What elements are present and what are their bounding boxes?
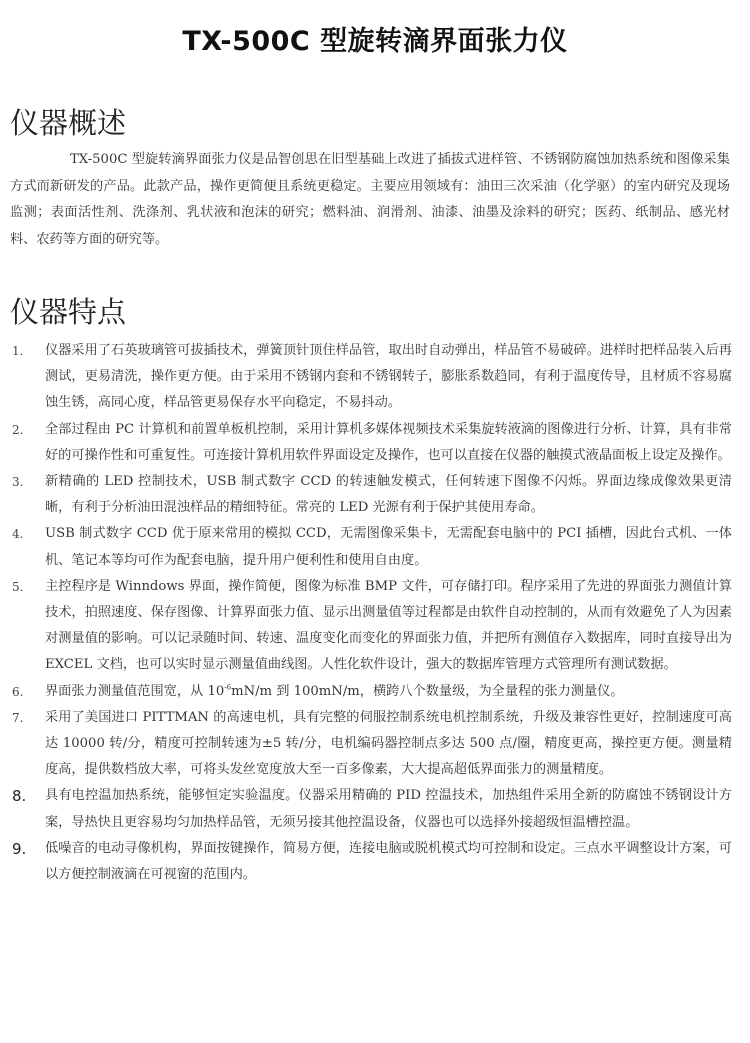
overview-paragraph: TX-500C 型旋转滴界面张力仪是品智创思在旧型基础上改进了插拔式进样管、不锈钢防腐蚀加热系统和图像采集方式而新研发的产品。此款产品，操作更简便且系统更稳定。主要应用领域有：油田三次采油（化学驱）的室内研究及现场监测；表面活性剂、洗涤剂、乳状液和泡沫的研究；燃料油、润滑剂、油漆、油墨及涂料的研究；医药、纸制品、感光材料、农药等方面的研究等。 xyxy=(10,152,730,247)
features-list xyxy=(0,338,750,888)
feature-item-2 xyxy=(0,417,750,469)
feature-item-1 xyxy=(0,338,750,417)
feature-text: 低噪音的电动寻像机构，界面按键操作，简易方便，连接电脑或脱机模式均可控制和设定。三点水平调整设计方案，可以方便控制液滴在可视窗的范围内。 xyxy=(45,840,732,883)
feature-number: 4. xyxy=(12,527,24,542)
exponent-superscript: -6 xyxy=(224,683,232,692)
feature-text: 全部过程由 PC 计算机和前置单板机控制，采用计算机多媒体视频技术采集旋转液滴的图像进行分析、计算，具有非常好的可操作性和可重复性。可连接计算机用软件界面设定及操作，也可以直接在仪器的触摸式液晶面板上设定及操作。 xyxy=(45,421,732,463)
feature-item-6 xyxy=(0,679,750,705)
document-title: TX-500C 型旋转滴界面张力仪 xyxy=(182,26,568,57)
features-heading: 仪器特点 xyxy=(10,295,127,329)
overview-heading: 仪器概述 xyxy=(10,106,127,140)
feature-text: 仪器采用了石英玻璃管可拔插技术，弹簧顶针顶住样品管，取出时自动弹出，样品管不易破碎。进样时把样品装入后再测试，更易清洗，操作更方便。由于采用不锈钢内套和不锈钢转子，膨胀系数趋同，有利于温度传导，且材质不容易腐蚀生锈，高同心度，样品管更易保存水平向稳定，不易抖动。 xyxy=(45,343,732,411)
feature-number: 6. xyxy=(12,684,24,699)
feature-number: 1. xyxy=(12,344,24,358)
feature-text: 新精确的 LED 控制技术，USB 制式数字 CCD 的转速触发模式，任何转速下图像不闪烁。界面边缘成像效果更清晰，有利于分析油田混浊样品的精细特征。常亮的 LED 光源有利于保护其使用寿命。 xyxy=(45,474,732,516)
feature-text: USB 制式数字 CCD 优于原来常用的模拟 CCD，无需图像采集卡，无需配套电脑中的 PCI 插槽，因此台式机、一体机、笔记本等均可作为配套电脑，提升用户便利性和使用自由度。 xyxy=(45,526,732,568)
feature-number: 9. xyxy=(12,839,27,858)
feature-number: 2. xyxy=(12,422,24,437)
feature-number: 8. xyxy=(12,787,27,806)
feature-item-7 xyxy=(0,705,750,784)
feature-item-3 xyxy=(0,469,750,521)
feature-item-5 xyxy=(0,574,750,679)
feature-number: 7. xyxy=(12,710,24,725)
feature-item-8 xyxy=(0,783,750,835)
feature-text-before: 界面张力测量值范围宽，从 10 xyxy=(45,683,225,699)
feature-text: 采用了美国进口 PITTMAN 的高速电机，具有完整的伺服控制系统电机控制系统，升级及兼容性更好，控制速度可高达 10000 转/分，精度可控制转速为±5 转/分，电机编码器控制点多达 500 点/圈，精度更高，操控更方便。测量精度高，提供数档放大率，可将头发丝宽度放大至一百多像素，大大提高超低界面张力的测量精度。 xyxy=(45,709,732,778)
feature-text: 具有电控温加热系统，能够恒定实验温度。仪器采用精确的 PID 控温技术，加热组件采用全新的防腐蚀不锈钢设计方案，导热快且更容易均匀加热样品管，无须另接其他控温设备，仪器也可以选择外接超级恒温槽控温。 xyxy=(45,788,732,830)
feature-text: 主控程序是 Winndows 界面，操作简便，图像为标准 BMP 文件，可存储打印。程序采用了先进的界面张力测值计算技术，拍照速度、保存图像、计算界面张力值、显示出测量值等过程都是由软件自动控制的，从而有效避免了人为因素对测量值的影响。可以记录随时间、转速、温度变化而变化的界面张力值，并把所有测值存入数据库，同时直接导出为 EXCEL 文档，也可以实时显示测量值曲线图。人性化软件设计，强大的数据库管理方式管理所有测试数据。 xyxy=(45,578,732,673)
feature-number: 5. xyxy=(12,579,24,594)
feature-number: 3. xyxy=(12,475,24,490)
feature-item-9 xyxy=(0,836,750,888)
feature-item-4 xyxy=(0,521,750,573)
feature-text-after: mN/m 到 100mN/m，横跨八个数量级，为全量程的张力测量仪。 xyxy=(231,683,624,699)
